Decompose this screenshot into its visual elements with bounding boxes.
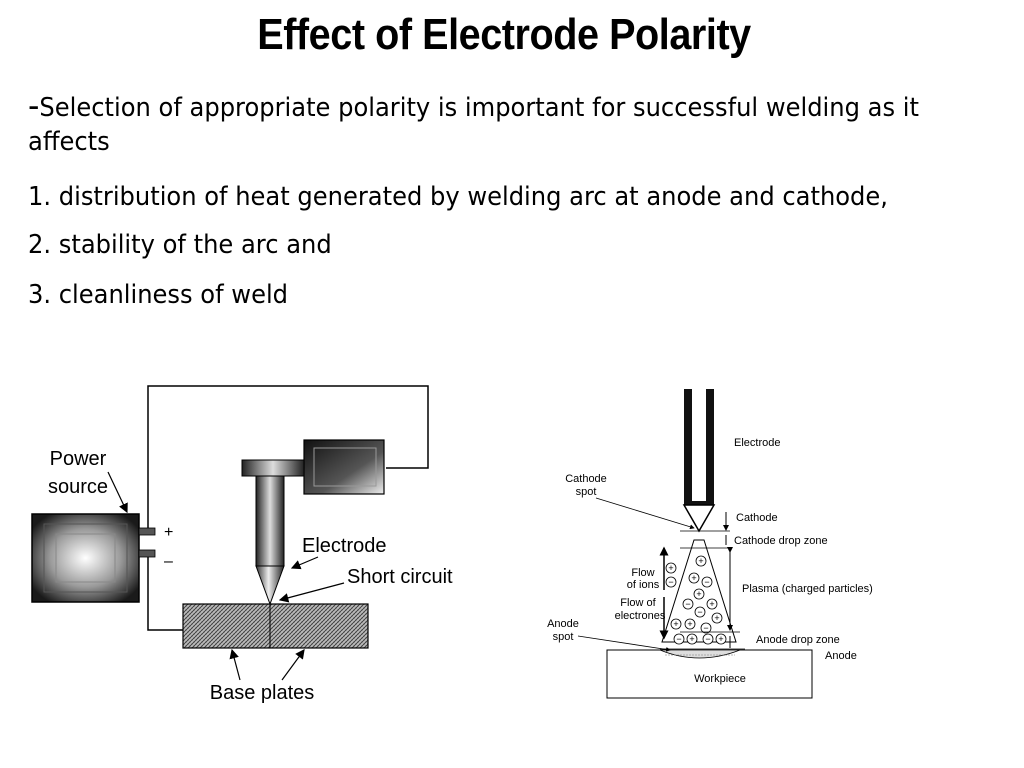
slide-title: Effect of Electrode Polarity	[257, 10, 751, 59]
plasma-label: Plasma (charged particles)	[742, 583, 873, 595]
cathode-spot-label-line1: Cathode	[565, 473, 607, 485]
svg-text:+: +	[689, 634, 695, 644]
holder-arm	[242, 460, 304, 476]
power-source-label-line2: source	[47, 476, 109, 498]
cathode-spot-label-line2: spot	[575, 486, 597, 498]
flow-of-ions-label-line1: Flow	[631, 567, 655, 579]
anode-drop-zone-label: Anode drop zone	[756, 634, 840, 646]
circuit-wire-top	[148, 386, 428, 528]
intro-dash: -	[28, 86, 40, 126]
svg-text:+: +	[718, 634, 724, 644]
flow-of-ions-label-line2: of ions	[626, 579, 660, 591]
svg-text:−: −	[697, 607, 703, 617]
base-plates-label: Base plates	[209, 682, 315, 704]
negative-terminal	[139, 550, 155, 557]
cathode-spot-arrow	[596, 498, 694, 528]
svg-text:−: −	[705, 634, 711, 644]
electrode-label-right: Electrode	[734, 437, 781, 449]
svg-text:−: −	[703, 623, 709, 633]
svg-text:+: +	[696, 589, 702, 599]
svg-text:−: −	[685, 599, 691, 609]
svg-text:−: −	[668, 577, 674, 587]
anode-spot-label-line1: Anode	[547, 618, 579, 630]
bullet-weld-cleanliness: 3. cleanliness of weld	[28, 280, 289, 310]
anode-spot-label-line2: spot	[552, 631, 574, 643]
bullet-heat-distribution: 1. distribution of heat generated by welding arc at anode and cathode,	[28, 182, 888, 212]
intro-text: Selection of appropriate polarity is important for successful welding as it affects	[28, 93, 919, 157]
positive-terminal	[139, 528, 155, 535]
svg-text:−: −	[704, 577, 710, 587]
svg-text:+: +	[698, 556, 704, 566]
svg-text:+: +	[714, 613, 720, 623]
short-circuit-arrow	[280, 583, 344, 600]
left-welding-circuit-figure	[32, 386, 453, 704]
power-source-label-line1: Power	[49, 448, 107, 470]
power-source-box	[32, 514, 139, 602]
base-plates-arrow-right	[282, 650, 304, 680]
flow-of-electrons-label-line1: Flow of	[620, 597, 656, 609]
svg-text:−: −	[676, 634, 682, 644]
electrode-tip-right	[684, 505, 714, 531]
flow-of-electrons-label-line2: electrones	[614, 610, 666, 622]
electrode-rod	[256, 476, 284, 566]
svg-text:+: +	[673, 619, 679, 629]
minus-sign: –	[164, 553, 173, 570]
anode-label: Anode	[825, 650, 857, 662]
electrode-core	[692, 389, 706, 501]
base-plates-arrow-left	[232, 650, 240, 680]
cathode-drop-zone-label: Cathode drop zone	[734, 535, 828, 547]
electrode-tip	[256, 566, 284, 604]
cathode-label: Cathode	[736, 512, 778, 524]
anode-spot-arrow	[578, 636, 670, 650]
svg-text:+: +	[691, 573, 697, 583]
electrode-label: Electrode	[302, 535, 387, 557]
bullet-arc-stability: 2. stability of the arc and	[28, 230, 332, 260]
svg-text:+: +	[709, 599, 715, 609]
base-plates	[183, 604, 368, 648]
workpiece-label: Workpiece	[694, 673, 746, 685]
svg-text:+: +	[687, 619, 693, 629]
short-circuit-label: Short circuit	[347, 566, 453, 588]
right-arc-zones-figure	[547, 389, 873, 698]
svg-text:+: +	[668, 563, 674, 573]
power-source-arrow	[108, 472, 127, 512]
electrode-arrow	[292, 557, 318, 568]
plus-sign: +	[164, 524, 174, 541]
